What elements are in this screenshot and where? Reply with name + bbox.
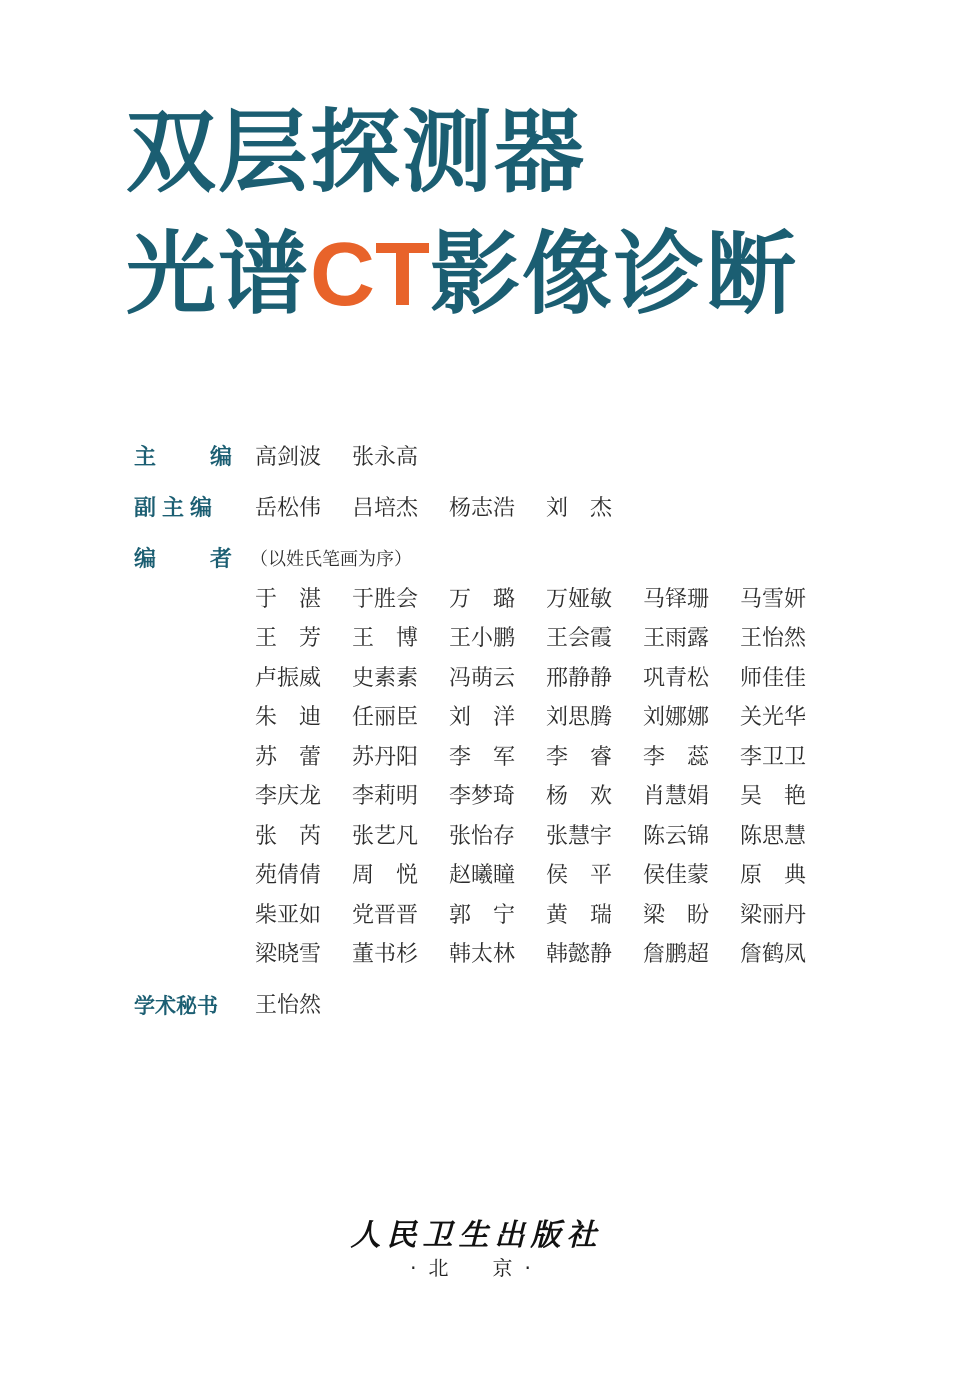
editor-name: 柴亚如 xyxy=(255,903,322,928)
editor-name: 梁晓雪 xyxy=(255,942,322,967)
secretary-label xyxy=(134,991,232,1021)
deputy-editor-name: 杨志浩 xyxy=(449,496,516,521)
editor-name: 韩懿静 xyxy=(546,942,613,967)
deputy-editor-label xyxy=(134,494,232,524)
book-title-line-2 xyxy=(126,220,798,330)
publisher-city: ·北 京· xyxy=(410,1256,543,1280)
editors-label-char-2: 者 xyxy=(209,547,232,572)
editor-name: 梁 盼 xyxy=(643,903,710,928)
deputy-editors-row xyxy=(255,494,643,524)
editor-name: 詹鹤凤 xyxy=(740,942,807,967)
editor-name: 陈思慧 xyxy=(740,824,807,849)
editor-name: 李 睿 xyxy=(546,745,613,770)
title-suffix: 影像诊断 xyxy=(429,222,798,327)
editor-name: 关光华 xyxy=(740,705,807,730)
secretary-label-text: 学术秘书 xyxy=(134,994,218,1018)
editor-name: 李卫卫 xyxy=(740,745,807,770)
editor-name: 李梦琦 xyxy=(449,784,516,809)
editor-name: 杨 欢 xyxy=(546,784,613,809)
editor-name: 党晋晋 xyxy=(352,903,419,928)
editor-name: 王雨露 xyxy=(643,626,710,651)
editor-name: 肖慧娟 xyxy=(643,784,710,809)
deputy-editor-label-text: 副主编 xyxy=(134,496,219,521)
editor-name: 苏丹阳 xyxy=(352,745,419,770)
editor-name: 万 璐 xyxy=(449,587,516,612)
editors-row xyxy=(255,703,837,733)
editor-name: 冯萌云 xyxy=(449,666,516,691)
editor-name: 邢静静 xyxy=(546,666,613,691)
editors-order-note: （以姓氏笔画为序） xyxy=(250,549,412,570)
editor-name: 史素素 xyxy=(352,666,419,691)
title-accent-ct: CT xyxy=(310,225,430,325)
editor-name: 王 博 xyxy=(352,626,419,651)
editors-row xyxy=(255,940,837,970)
secretary-name: 王怡然 xyxy=(255,993,322,1018)
publisher-name: 人民卫生出版社 xyxy=(350,1218,603,1253)
editors-row xyxy=(255,782,837,812)
secretary-row xyxy=(255,991,352,1021)
editor-name: 马铎珊 xyxy=(643,587,710,612)
editors-row xyxy=(255,861,837,891)
editor-name: 詹鹏超 xyxy=(643,942,710,967)
book-title-line-1: 双层探测器 xyxy=(126,100,586,205)
editor-name: 黄 瑞 xyxy=(546,903,613,928)
editor-name: 吴 艳 xyxy=(740,784,807,809)
deputy-editor-name: 岳松伟 xyxy=(255,496,322,521)
editor-name: 王怡然 xyxy=(740,626,807,651)
editors-row xyxy=(255,624,837,654)
editor-name: 周 悦 xyxy=(352,863,419,888)
editor-name: 王会霞 xyxy=(546,626,613,651)
editor-name: 李 蕊 xyxy=(643,745,710,770)
editor-name: 任丽臣 xyxy=(352,705,419,730)
editor-name: 原 典 xyxy=(740,863,807,888)
editor-name: 万娅敏 xyxy=(546,587,613,612)
editors-row xyxy=(255,901,837,931)
editor-name: 苏 蕾 xyxy=(255,745,322,770)
editor-name: 张慧宇 xyxy=(546,824,613,849)
editor-name: 赵曦瞳 xyxy=(449,863,516,888)
editor-name: 巩青松 xyxy=(643,666,710,691)
editor-name: 李 军 xyxy=(449,745,516,770)
editor-name: 于 湛 xyxy=(255,587,322,612)
chief-editor-name: 高剑波 xyxy=(255,445,322,470)
editor-name: 陈云锦 xyxy=(643,824,710,849)
editor-name: 苑倩倩 xyxy=(255,863,322,888)
editor-name: 马雪妍 xyxy=(740,587,807,612)
editor-name: 梁丽丹 xyxy=(740,903,807,928)
editors-row xyxy=(255,585,837,615)
editor-name: 张怡存 xyxy=(449,824,516,849)
editor-name: 侯 平 xyxy=(546,863,613,888)
editor-name: 张艺凡 xyxy=(352,824,419,849)
editor-name: 王小鹏 xyxy=(449,626,516,651)
editor-name: 郭 宁 xyxy=(449,903,516,928)
chief-editor-label xyxy=(134,443,232,473)
title-prefix: 光谱 xyxy=(126,222,310,327)
editor-name: 张 芮 xyxy=(255,824,322,849)
editor-name: 刘思腾 xyxy=(546,705,613,730)
deputy-editor-name: 吕培杰 xyxy=(352,496,419,521)
editor-name: 卢振威 xyxy=(255,666,322,691)
editors-row xyxy=(255,743,837,773)
editor-name: 韩太林 xyxy=(449,942,516,967)
chief-editors-row xyxy=(255,443,449,473)
editors-row xyxy=(255,664,837,694)
editor-name: 朱 迪 xyxy=(255,705,322,730)
editor-name: 刘娜娜 xyxy=(643,705,710,730)
deputy-editor-name: 刘 杰 xyxy=(546,496,613,521)
editors-label xyxy=(134,545,232,575)
editors-label-char-1: 编 xyxy=(134,547,157,572)
chief-editor-label-char-1: 主 xyxy=(134,445,157,470)
editor-name: 侯佳蒙 xyxy=(643,863,710,888)
editor-name: 于胜会 xyxy=(352,587,419,612)
editor-name: 师佳佳 xyxy=(740,666,807,691)
editor-name: 刘 洋 xyxy=(449,705,516,730)
chief-editor-label-char-2: 编 xyxy=(209,445,232,470)
editor-name: 董书杉 xyxy=(352,942,419,967)
chief-editor-name: 张永高 xyxy=(352,445,419,470)
editors-row xyxy=(255,822,837,852)
editor-name: 李庆龙 xyxy=(255,784,322,809)
editor-name: 李莉明 xyxy=(352,784,419,809)
editor-name: 王 芳 xyxy=(255,626,322,651)
